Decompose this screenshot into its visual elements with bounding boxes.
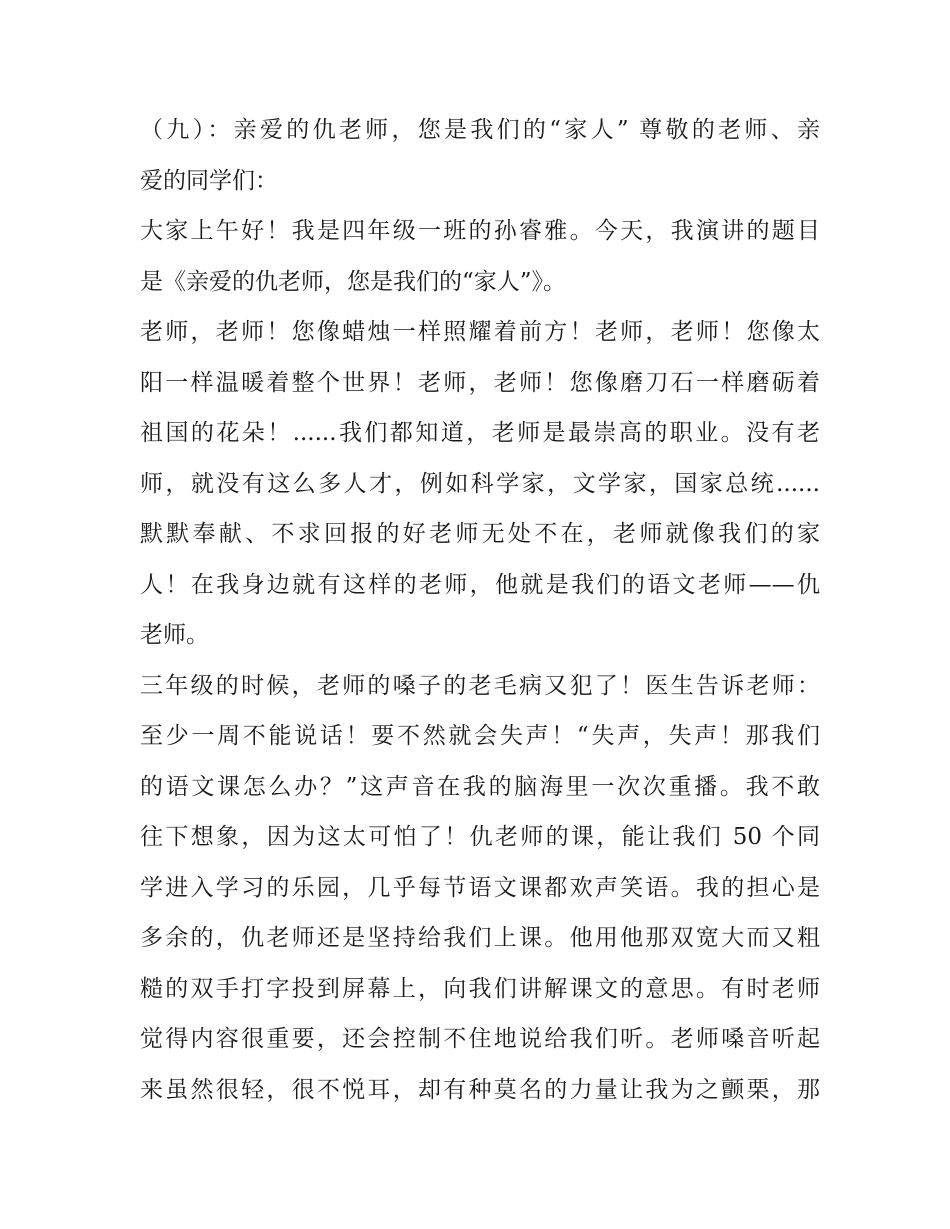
text-line: 老师，老师！您像蜡烛一样照耀着前方！老师，老师！您像太: [140, 319, 820, 345]
text-line: 爱的同学们：: [140, 167, 278, 194]
text-line: 师，就没有这么多人才，例如科学家，文学家，国家总统......: [140, 470, 820, 497]
text-line: 老师。: [140, 622, 209, 648]
text-line: 的语文课怎么办？”这声音在我的脑海里一次次重播。我不敢: [140, 773, 820, 800]
text-line: 阳一样温暖着整个世界！老师，老师！您像磨刀石一样磨砺着: [140, 369, 820, 396]
text-line: 学进入学习的乐园，几乎每节语文课都欢声笑语。我的担心是: [140, 874, 820, 901]
text-line: 祖国的花朵！......我们都知道，老师是最崇高的职业。没有老: [140, 420, 820, 446]
text-line: 人！在我身边就有这样的老师，他就是我们的语文老师——仇: [140, 571, 820, 598]
text-line: 多余的，仇老师还是坚持给我们上课。他用他那双宽大而又粗: [140, 925, 820, 951]
text-line: 糙的双手打字投到屏幕上，向我们讲解课文的意思。有时老师: [140, 975, 820, 1002]
text-line: 至少一周不能说话！要不然就会失声！“失声，失声！那我们: [140, 723, 820, 749]
text-line: 觉得内容很重要，还会控制不住地说给我们听。老师嗓音听起: [140, 1026, 820, 1052]
text-line: （九）：亲爱的仇老师，您是我们的“家人” 尊敬的老师、亲: [140, 117, 820, 143]
text-line: 大家上午好！我是四年级一班的孙睿雅。今天，我演讲的题目: [140, 218, 820, 244]
text-line: 来虽然很轻，很不悦耳，却有种莫名的力量让我为之颤栗，那: [140, 1076, 820, 1103]
document-body: [140, 105, 820, 1115]
text-line: 是《亲爱的仇老师，您是我们的“家人”》。: [140, 268, 567, 295]
text-line: 默默奉献、不求回报的好老师无处不在，老师就像我们的家: [140, 521, 820, 547]
text-line: 往下想象，因为这太可怕了！仇老师的课，能让我们 50 个同: [140, 824, 820, 850]
text-line: 三年级的时候，老师的嗓子的老毛病又犯了！医生告诉老师：: [140, 672, 820, 699]
